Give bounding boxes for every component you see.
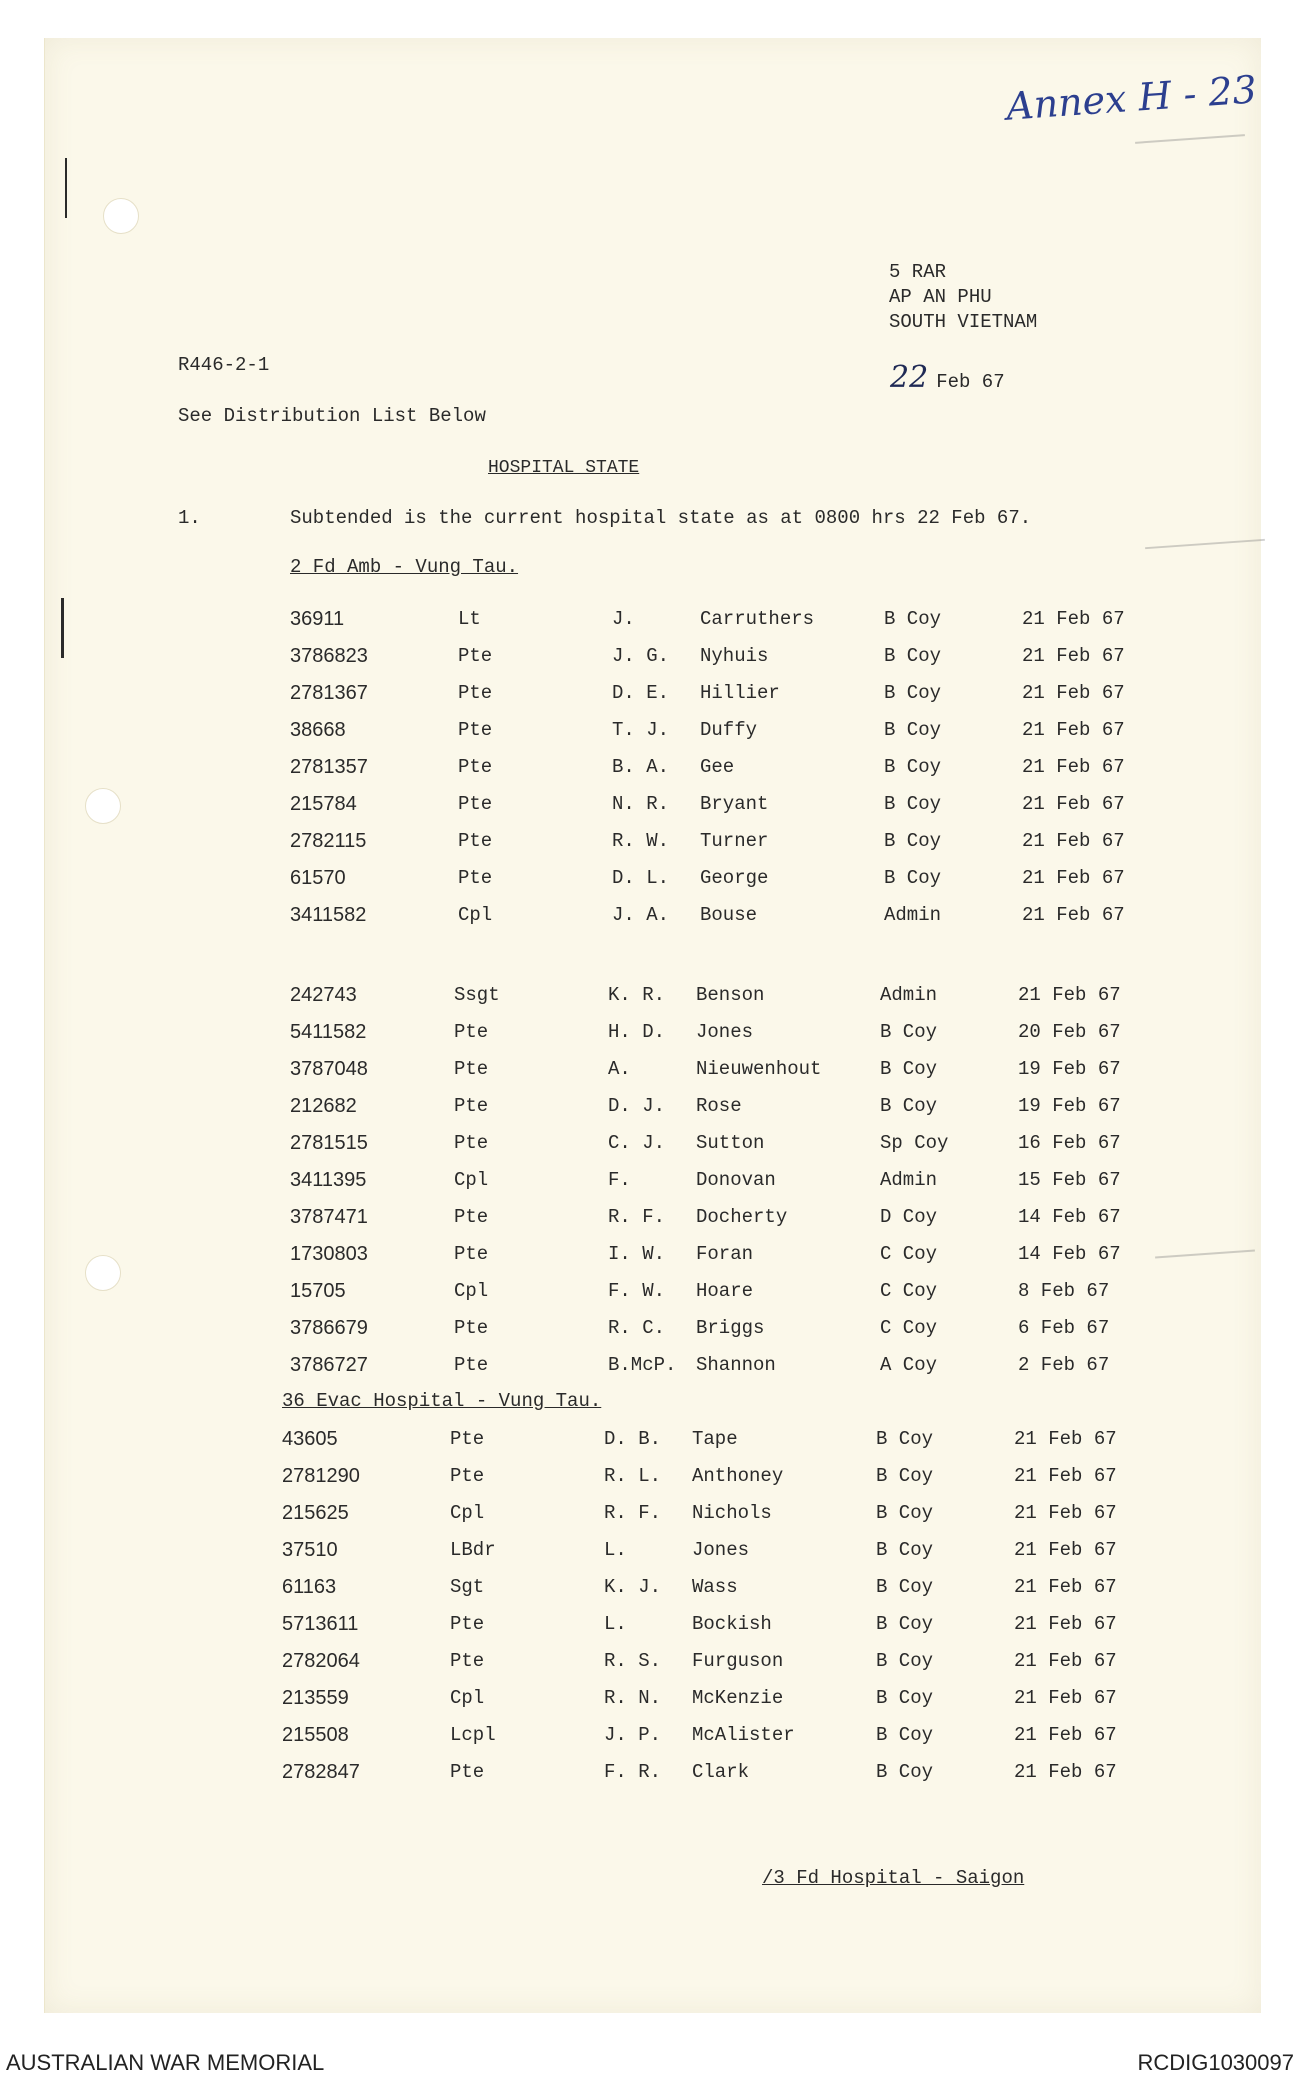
continuation-heading: /3 Fd Hospital - Saigon	[762, 1867, 1025, 1889]
surname-cell: Turner	[700, 830, 769, 852]
rank-cell: Pte	[450, 1650, 485, 1672]
rank-cell: Pte	[454, 1058, 489, 1080]
company-cell: Admin	[884, 904, 942, 926]
service-number-cell: 2781357	[290, 756, 368, 778]
initials-cell: R. S.	[604, 1650, 662, 1672]
surname-cell: Bryant	[700, 793, 769, 815]
company-cell: B Coy	[876, 1502, 934, 1524]
surname-cell: Hillier	[700, 682, 780, 704]
service-number-cell: 5713611	[282, 1613, 359, 1635]
service-number-cell: 242743	[290, 984, 357, 1006]
service-number-cell: 38668	[290, 719, 346, 741]
rank-cell: LBdr	[450, 1539, 496, 1561]
surname-cell: Bouse	[700, 904, 758, 926]
rank-cell: Cpl	[450, 1502, 485, 1524]
company-cell: B Coy	[876, 1613, 934, 1635]
date-admitted-cell: 21 Feb 67	[1018, 984, 1121, 1006]
rank-cell: Pte	[450, 1465, 485, 1487]
initials-cell: I. W.	[608, 1243, 666, 1265]
initials-cell: J. G.	[612, 645, 670, 667]
credit-source: AUSTRALIAN WAR MEMORIAL	[6, 2050, 325, 2075]
handwritten-annotation: Annex H - 23	[1004, 67, 1259, 129]
initials-cell: R. N.	[604, 1687, 662, 1709]
company-cell: B Coy	[880, 1058, 938, 1080]
service-number-cell: 3787471	[290, 1206, 368, 1228]
service-number-cell: 2782847	[282, 1761, 360, 1783]
service-number-cell: 2781290	[282, 1465, 360, 1487]
date-admitted-cell: 6 Feb 67	[1018, 1317, 1110, 1339]
surname-cell: Clark	[692, 1761, 750, 1783]
company-cell: B Coy	[876, 1650, 934, 1672]
rank-cell: Pte	[458, 756, 493, 778]
company-cell: B Coy	[884, 682, 942, 704]
punch-hole	[103, 198, 139, 234]
date-admitted-cell: 14 Feb 67	[1018, 1243, 1121, 1265]
service-number-cell: 61570	[290, 867, 346, 889]
company-cell: B Coy	[876, 1724, 934, 1746]
document-date	[890, 360, 1005, 395]
paragraph-number: 1.	[178, 507, 201, 529]
surname-cell: Briggs	[696, 1317, 765, 1339]
initials-cell: L.	[604, 1613, 627, 1635]
date-admitted-cell: 21 Feb 67	[1022, 682, 1125, 704]
date-admitted-cell: 21 Feb 67	[1022, 793, 1125, 815]
date-admitted-cell: 21 Feb 67	[1014, 1687, 1117, 1709]
surname-cell: Duffy	[700, 719, 758, 741]
service-number-cell: 43605	[282, 1428, 338, 1450]
company-cell: C Coy	[880, 1317, 938, 1339]
company-cell: Sp Coy	[880, 1132, 949, 1154]
margin-mark	[65, 158, 67, 218]
date-admitted-cell: 21 Feb 67	[1022, 830, 1125, 852]
initials-cell: R. F.	[604, 1502, 662, 1524]
service-number-cell: 15705	[290, 1280, 346, 1302]
company-cell: B Coy	[876, 1465, 934, 1487]
rank-cell: Pte	[454, 1021, 489, 1043]
section-heading: 36 Evac Hospital - Vung Tau.	[282, 1390, 602, 1412]
rank-cell: Pte	[454, 1317, 489, 1339]
date-admitted-cell: 21 Feb 67	[1014, 1576, 1117, 1598]
surname-cell: Hoare	[696, 1280, 754, 1302]
rank-cell: Cpl	[450, 1687, 485, 1709]
initials-cell: A.	[608, 1058, 631, 1080]
punch-hole	[85, 1255, 121, 1291]
initials-cell: J.	[612, 608, 635, 630]
surname-cell: Foran	[696, 1243, 754, 1265]
date-admitted-cell: 21 Feb 67	[1022, 904, 1125, 926]
service-number-cell: 2781367	[290, 682, 368, 704]
address-line: SOUTH VIETNAM	[889, 311, 1038, 333]
company-cell: B Coy	[884, 719, 942, 741]
service-number-cell: 215625	[282, 1502, 349, 1524]
service-number-cell: 2782064	[282, 1650, 360, 1672]
initials-cell: R. L.	[604, 1465, 662, 1487]
initials-cell: C. J.	[608, 1132, 666, 1154]
rank-cell: Pte	[454, 1206, 489, 1228]
surname-cell: Docherty	[696, 1206, 788, 1228]
date-admitted-cell: 19 Feb 67	[1018, 1058, 1121, 1080]
surname-cell: Furguson	[692, 1650, 784, 1672]
date-admitted-cell: 2 Feb 67	[1018, 1354, 1110, 1376]
initials-cell: F. R.	[604, 1761, 662, 1783]
service-number-cell: 3787048	[290, 1058, 368, 1080]
credit-id: RCDIG1030097	[1137, 2050, 1294, 2075]
initials-cell: T. J.	[612, 719, 670, 741]
date-admitted-cell: 21 Feb 67	[1014, 1650, 1117, 1672]
service-number-cell: 213559	[282, 1687, 349, 1709]
service-number-cell: 37510	[282, 1539, 338, 1561]
company-cell: B Coy	[876, 1687, 934, 1709]
company-cell: B Coy	[880, 1021, 938, 1043]
rank-cell: Pte	[450, 1761, 485, 1783]
surname-cell: Donovan	[696, 1169, 776, 1191]
date-admitted-cell: 16 Feb 67	[1018, 1132, 1121, 1154]
initials-cell: B.McP.	[608, 1354, 677, 1376]
service-number-cell: 36911	[290, 608, 345, 630]
rank-cell: Pte	[458, 645, 493, 667]
date-admitted-cell: 21 Feb 67	[1014, 1539, 1117, 1561]
date-admitted-cell: 14 Feb 67	[1018, 1206, 1121, 1228]
initials-cell: K. R.	[608, 984, 666, 1006]
service-number-cell: 212682	[290, 1095, 357, 1117]
rank-cell: Pte	[450, 1613, 485, 1635]
smudge	[1145, 539, 1265, 549]
date-admitted-cell: 19 Feb 67	[1018, 1095, 1121, 1117]
smudge	[1155, 1250, 1255, 1259]
service-number-cell: 1730803	[290, 1243, 368, 1265]
company-cell: A Coy	[880, 1354, 938, 1376]
service-number-cell: 3411395	[290, 1169, 367, 1191]
rank-cell: Pte	[454, 1243, 489, 1265]
company-cell: B Coy	[880, 1095, 938, 1117]
date-admitted-cell: 21 Feb 67	[1022, 719, 1125, 741]
service-number-cell: 3786679	[290, 1317, 368, 1339]
rank-cell: Cpl	[458, 904, 493, 926]
surname-cell: Jones	[692, 1539, 750, 1561]
rank-cell: Sgt	[450, 1576, 485, 1598]
initials-cell: H. D.	[608, 1021, 666, 1043]
rank-cell: Pte	[458, 793, 493, 815]
surname-cell: Carruthers	[700, 608, 815, 630]
company-cell: C Coy	[880, 1280, 938, 1302]
surname-cell: Nieuwenhout	[696, 1058, 822, 1080]
service-number-cell: 3786727	[290, 1354, 368, 1376]
date-admitted-cell: 21 Feb 67	[1014, 1465, 1117, 1487]
rank-cell: Pte	[458, 867, 493, 889]
surname-cell: Wass	[692, 1576, 738, 1598]
initials-cell: D. J.	[608, 1095, 666, 1117]
service-number-cell: 3786823	[290, 645, 368, 667]
surname-cell: Sutton	[696, 1132, 765, 1154]
initials-cell: L.	[604, 1539, 627, 1561]
service-number-cell: 215784	[290, 793, 357, 815]
rank-cell: Lt	[458, 608, 481, 630]
section-heading: 2 Fd Amb - Vung Tau.	[290, 556, 519, 578]
rank-cell: Ssgt	[454, 984, 500, 1006]
rank-cell: Cpl	[454, 1280, 489, 1302]
date-admitted-cell: 21 Feb 67	[1014, 1724, 1117, 1746]
company-cell: B Coy	[876, 1761, 934, 1783]
surname-cell: Jones	[696, 1021, 754, 1043]
company-cell: C Coy	[880, 1243, 938, 1265]
service-number-cell: 61163	[282, 1576, 337, 1598]
smudge	[1135, 134, 1245, 144]
distribution-line: See Distribution List Below	[178, 405, 486, 427]
surname-cell: Benson	[696, 984, 765, 1006]
rank-cell: Pte	[458, 719, 493, 741]
rank-cell: Lcpl	[450, 1724, 496, 1746]
initials-cell: N. R.	[612, 793, 670, 815]
surname-cell: Tape	[692, 1428, 738, 1450]
rank-cell: Pte	[454, 1354, 489, 1376]
address-line: AP AN PHU	[889, 286, 992, 308]
date-admitted-cell: 21 Feb 67	[1022, 645, 1125, 667]
rank-cell: Pte	[454, 1095, 489, 1117]
company-cell: B Coy	[884, 756, 942, 778]
company-cell: Admin	[880, 1169, 938, 1191]
margin-mark	[61, 598, 64, 658]
company-cell: Admin	[880, 984, 938, 1006]
company-cell: B Coy	[884, 867, 942, 889]
company-cell: B Coy	[876, 1428, 934, 1450]
date-admitted-cell: 8 Feb 67	[1018, 1280, 1110, 1302]
address-line: 5 RAR	[889, 261, 947, 283]
rank-cell: Cpl	[454, 1169, 489, 1191]
surname-cell: McKenzie	[692, 1687, 784, 1709]
initials-cell: B. A.	[612, 756, 670, 778]
rank-cell: Pte	[454, 1132, 489, 1154]
rank-cell: Pte	[458, 682, 493, 704]
date-admitted-cell: 21 Feb 67	[1014, 1761, 1117, 1783]
surname-cell: Bockish	[692, 1613, 772, 1635]
company-cell: B Coy	[884, 793, 942, 815]
date-month-year: Feb 67	[936, 371, 1005, 393]
document-title: HOSPITAL STATE	[488, 458, 640, 478]
initials-cell: K. J.	[604, 1576, 662, 1598]
date-admitted-cell: 21 Feb 67	[1022, 867, 1125, 889]
service-number-cell: 215508	[282, 1724, 349, 1746]
surname-cell: McAlister	[692, 1724, 795, 1746]
initials-cell: F.	[608, 1169, 631, 1191]
service-number-cell: 2782115	[290, 830, 367, 852]
initials-cell: D. L.	[612, 867, 670, 889]
date-admitted-cell: 15 Feb 67	[1018, 1169, 1121, 1191]
initials-cell: J. P.	[604, 1724, 662, 1746]
initials-cell: R. W.	[612, 830, 670, 852]
surname-cell: Shannon	[696, 1354, 776, 1376]
date-admitted-cell: 21 Feb 67	[1014, 1502, 1117, 1524]
date-admitted-cell: 21 Feb 67	[1014, 1613, 1117, 1635]
initials-cell: R. C.	[608, 1317, 666, 1339]
surname-cell: Gee	[700, 756, 735, 778]
company-cell: B Coy	[884, 830, 942, 852]
date-admitted-cell: 21 Feb 67	[1022, 608, 1125, 630]
service-number-cell: 2781515	[290, 1132, 368, 1154]
initials-cell: R. F.	[608, 1206, 666, 1228]
initials-cell: D. B.	[604, 1428, 662, 1450]
company-cell: B Coy	[884, 645, 942, 667]
file-reference: R446-2-1	[178, 354, 270, 376]
surname-cell: Rose	[696, 1095, 742, 1117]
surname-cell: Anthoney	[692, 1465, 784, 1487]
surname-cell: Nichols	[692, 1502, 772, 1524]
rank-cell: Pte	[458, 830, 493, 852]
initials-cell: J. A.	[612, 904, 670, 926]
company-cell: D Coy	[880, 1206, 938, 1228]
date-admitted-cell: 21 Feb 67	[1014, 1428, 1117, 1450]
surname-cell: George	[700, 867, 769, 889]
initials-cell: D. E.	[612, 682, 670, 704]
service-number-cell: 3411582	[290, 904, 367, 926]
company-cell: B Coy	[876, 1539, 934, 1561]
service-number-cell: 5411582	[290, 1021, 367, 1043]
unit-address	[889, 260, 1037, 335]
date-admitted-cell: 21 Feb 67	[1022, 756, 1125, 778]
company-cell: B Coy	[876, 1576, 934, 1598]
initials-cell: F. W.	[608, 1280, 666, 1302]
rank-cell: Pte	[450, 1428, 485, 1450]
date-day-handwritten: 22	[890, 360, 929, 395]
date-admitted-cell: 20 Feb 67	[1018, 1021, 1121, 1043]
surname-cell: Nyhuis	[700, 645, 769, 667]
punch-hole	[85, 788, 121, 824]
company-cell: B Coy	[884, 608, 942, 630]
paragraph-text: Subtended is the current hospital state as at 0800 hrs 22 Feb 67.	[290, 507, 1032, 529]
